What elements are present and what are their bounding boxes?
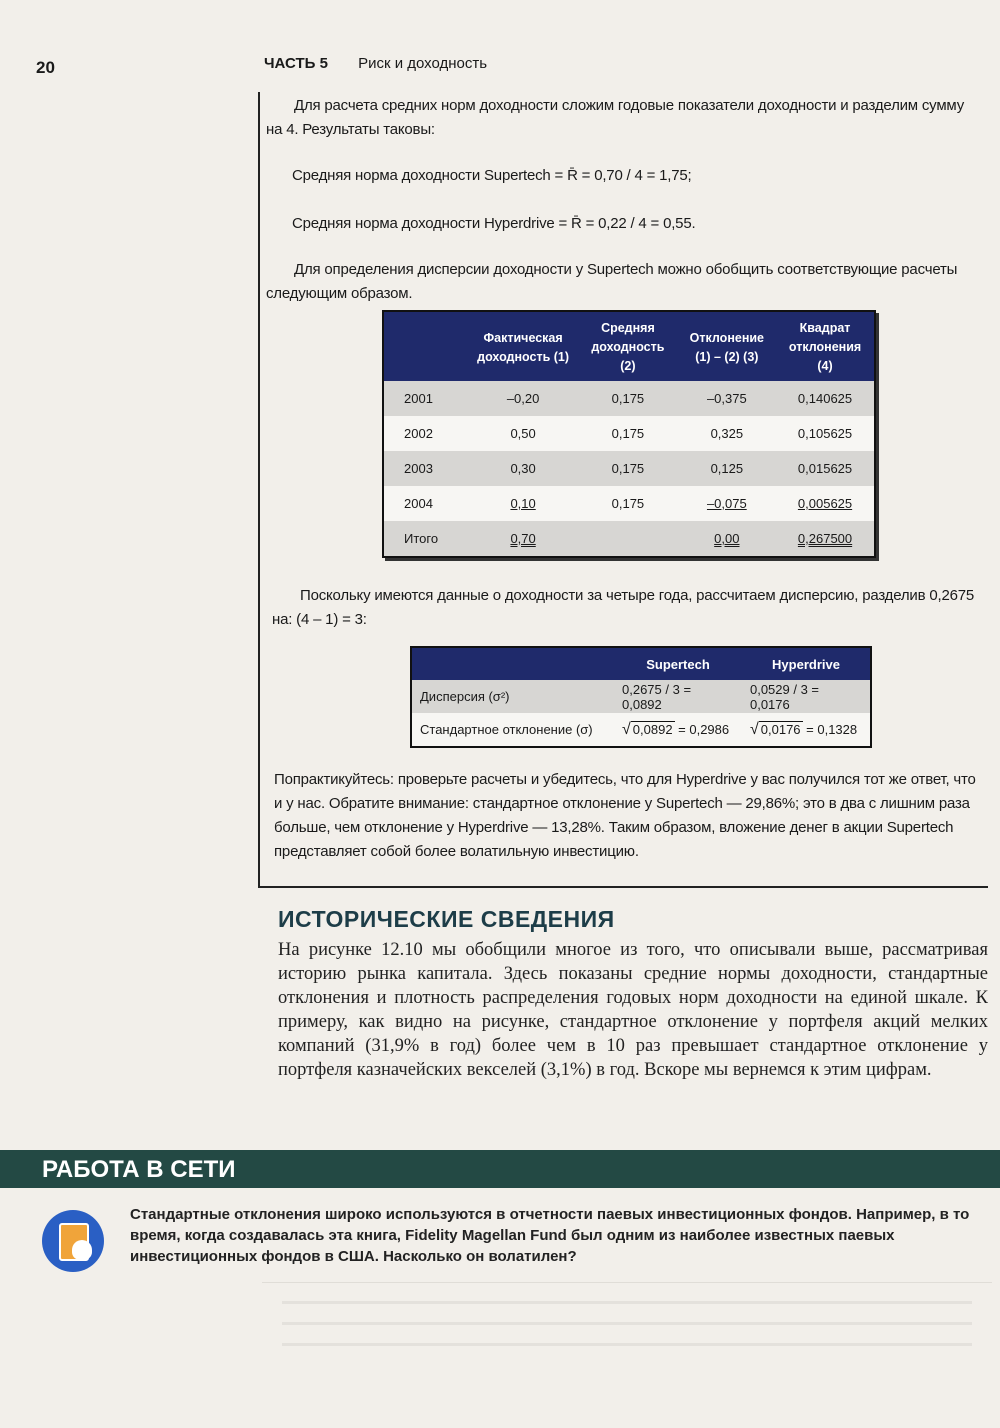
table-cell: 2001 [383, 381, 468, 416]
variance-intro: Для определения дисперсии доходности у Supertech можно обобщить соответствующие расчеты следующим образом. [266, 261, 958, 302]
table-cell [614, 713, 742, 747]
variance-table [410, 646, 872, 748]
table-cell: 0,015625 [776, 451, 875, 486]
table-cell: 2003 [383, 451, 468, 486]
table-header-empty [411, 647, 614, 680]
table-cell [678, 486, 776, 521]
table-cell [468, 521, 578, 557]
sd-result: = 0,2986 [674, 721, 730, 737]
chapter-title: Риск и доходность [358, 55, 488, 72]
part-label: ЧАСТЬ 5 [264, 55, 328, 72]
example-intro: Для расчета средних норм доходности сложим годовые показатели доходности и разделим сумму на 4. Результаты таковы: [266, 97, 965, 138]
practice-text: Попрактикуйтесь: проверьте расчеты и убедитесь, что для Hyperdrive у вас получился тот же ответ, что и у нас. Обратите внимание: стандартное отклонение у Supertech — 29,86%; это в два с лишним раза больше, чем отклонение у Hyperdrive — 13,28%. Таким образом, вложение денег в акции Supertech представляет собой более волатильную инвестицию. [274, 771, 976, 860]
table-header-empty [383, 311, 468, 381]
table-cell: –0,20 [468, 381, 578, 416]
table-cell: Стандартное отклонение (σ) [411, 713, 614, 747]
underlined-value: 0,10 [510, 496, 536, 511]
table-cell [776, 486, 875, 521]
table-cell [678, 521, 776, 557]
mean-hyperdrive: Средняя норма доходности Hyperdrive = R̄ = 0,22 / 4 = 0,55. [292, 215, 696, 232]
table-header: Квадрат отклонения (4) [776, 311, 875, 381]
table-cell [578, 521, 677, 557]
deviation-table [382, 310, 876, 558]
table-cell: 0,125 [678, 451, 776, 486]
total-value: 0,267500 [797, 531, 853, 546]
table-cell: 0,2675 / 3 = 0,0892 [614, 680, 742, 713]
table-cell: 2002 [383, 416, 468, 451]
table-cell: 0,140625 [776, 381, 875, 416]
square-root-icon: √ [749, 720, 759, 738]
table-cell: 0,175 [578, 451, 677, 486]
table-cell: 0,325 [678, 416, 776, 451]
radicand: 0,0176 [760, 721, 801, 737]
table-header: Фактическая доходность (1) [468, 311, 578, 381]
table-cell: –0,375 [678, 381, 776, 416]
table-cell: 0,30 [468, 451, 578, 486]
page-number: 20 [36, 58, 55, 77]
bleed-through-decoration [262, 1282, 992, 1403]
table-cell [776, 521, 875, 557]
table-row [411, 713, 871, 747]
total-value: 0,70 [510, 531, 536, 546]
section-title: ИСТОРИЧЕСКИЕ СВЕДЕНИЯ [278, 906, 615, 932]
table-row [383, 416, 875, 451]
table-total-row [383, 521, 875, 557]
square-root-icon: √ [622, 720, 631, 738]
table-row [411, 680, 871, 713]
table-cell: 0,105625 [776, 416, 875, 451]
table-header: Средняя доходность (2) [578, 311, 677, 381]
table-header: Supertech [614, 647, 742, 680]
table-header: Hyperdrive [742, 647, 871, 680]
hand-shape [72, 1240, 92, 1260]
table-cell: 0,50 [468, 416, 578, 451]
table-cell [468, 486, 578, 521]
underlined-value: –0,075 [706, 496, 747, 511]
web-section-title: РАБОТА В СЕТИ [42, 1156, 236, 1183]
section-body: На рисунке 12.10 мы обобщили многое из того, что описывали выше, рассматривая историю рынка капитала. Здесь показаны средние нормы доходности, стандартные отклонения и плотность распределения годовых норм доходности на единой шкале. К примеру, как видно на рисунке, стандартное отклонение у портфеля акций мелких компаний (31,9% в год) более чем в 10 раз превышает стандартное отклонение у портфеля казначейских векселей (3,1%) в год. Вскоре мы вернемся к этим цифрам. [278, 940, 988, 1080]
divide-text: Поскольку имеются данные о доходности за четыре года, рассчитаем дисперсию, разделив 0,2675 на: (4 – 1) = 3: [272, 587, 975, 628]
table-cell: 2004 [383, 486, 468, 521]
table-cell: 0,175 [578, 416, 677, 451]
sd-result: = 0,1328 [802, 721, 858, 737]
table-row [383, 486, 875, 521]
web-section-text: Стандартные отклонения широко используются в отчетности паевых инвестиционных фондов. Например, в то время, когда создавалась эта книга, Fidelity Magellan Fund был одним из наиболее известных паевых инвестиционных фондов в США. Насколько он волатилен? [130, 1206, 970, 1265]
table-cell: Дисперсия (σ²) [411, 680, 614, 713]
underlined-value: 0,005625 [797, 496, 853, 511]
running-head [264, 55, 487, 72]
mean-supertech: Средняя норма доходности Supertech = R̄ = 0,70 / 4 = 1,75; [292, 167, 692, 184]
table-header: Отклонение (1) – (2) (3) [678, 311, 776, 381]
table-row [383, 451, 875, 486]
table-row [383, 381, 875, 416]
table-cell: Итого [383, 521, 468, 557]
radicand: 0,0892 [632, 721, 673, 737]
table-cell: 0,175 [578, 486, 677, 521]
table-cell: 0,0529 / 3 = 0,0176 [742, 680, 871, 713]
tablet-touch-icon [42, 1210, 104, 1272]
table-cell: 0,175 [578, 381, 677, 416]
total-value: 0,00 [714, 531, 740, 546]
table-cell [742, 713, 871, 747]
